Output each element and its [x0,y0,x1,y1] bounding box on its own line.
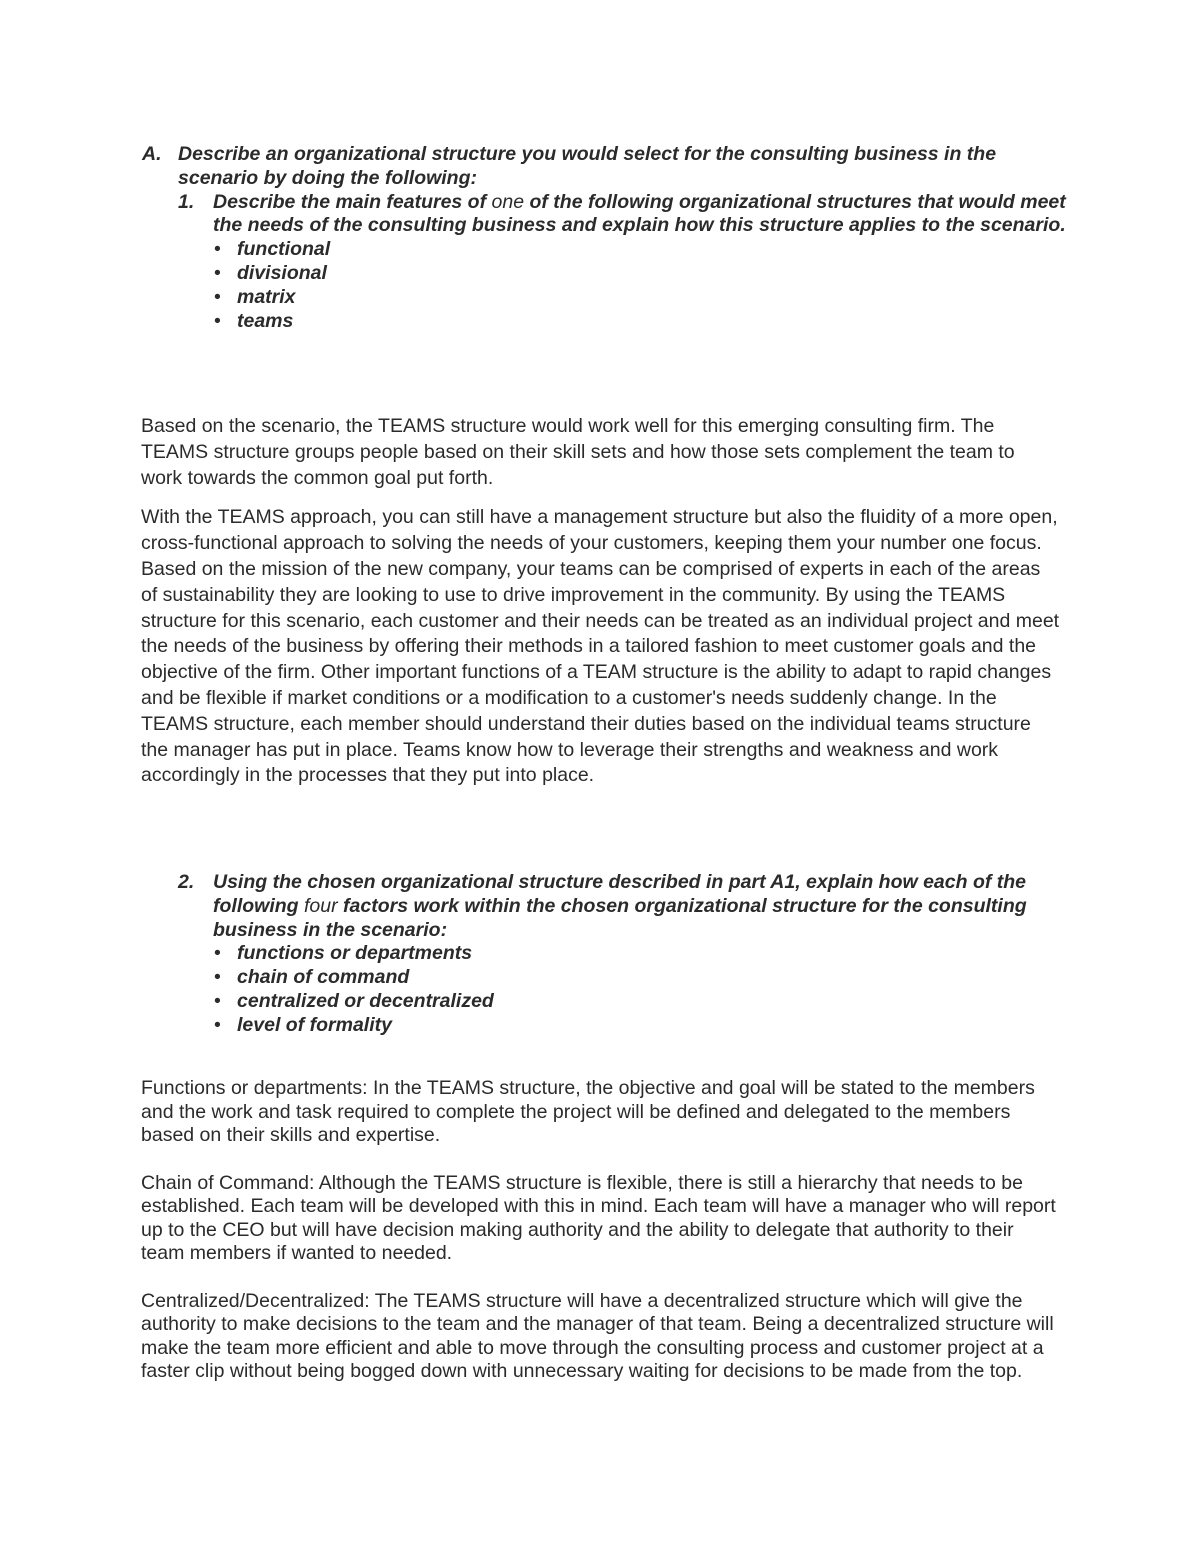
item-1-emphasis: one [491,190,525,213]
option-matrix: • matrix [213,286,1072,310]
item-2-options [213,942,1072,1037]
item-1-marker: 1. [178,190,195,213]
item-1-options [213,238,1072,333]
answer-a1-paragraph: With the TEAMS approach, you can still have a management structure but also the fluidity of a more open, cross-functional approach to solving the needs of your customers, keeping them your number one focus. Based on the mission of the new company, your teams can be comprised of experts in each of the areas of sustainability they are looking to use to drive improvement in the community. By using the TEAMS structure for this scenario, each customer and their needs can be treated as an individual project and meet the needs of the business by offering their methods in a tailored fashion to meet customer goals and the objective of the firm. Other important functions of a TEAM structure is the ability to adapt to rapid changes and be flexible if market conditions or a modification to a customer's needs suddenly change. In the TEAMS structure, each member should understand their duties based on the individual teams structure the manager has put in place. Teams know how to leverage their strengths and weakness and work accordingly in the processes that they put into place. [141,506,1060,787]
item-2-row [142,871,1072,942]
answer-a1-paragraph: Based on the scenario, the TEAMS structure would work well for this emerging consulting firm. The TEAMS structure groups people based on their skill sets and how those sets complement the team to work towards the common goal put forth. [141,415,1015,489]
option-level-of-formality: • level of formality [213,1014,1072,1038]
option-centralized-or-decentralized: • centralized or decentralized [213,990,1072,1014]
item-2-text-after: factors work within the chosen organizational structure for the consulting business in the scenario: [213,894,1027,941]
answer-a2-paragraph: Centralized/Decentralized: The TEAMS structure will have a decentralized structure which will give the authority to make decisions to the team and the manager of that team. Being a decentralized structure will make the team more efficient and able to move through the consulting process and customer project at a faster clip without being bogged down with unnecessary waiting for decisions to be made from the top. [141,1289,1054,1382]
item-2-marker: 2. [178,871,195,893]
option-functions-or-departments: • functions or departments [213,942,1072,966]
option-teams: • teams [213,310,1072,334]
answer-a1 [141,414,1061,789]
section-a-heading-row [142,143,1072,191]
answer-a2 [141,1077,1061,1384]
option-divisional: • divisional [213,262,1072,286]
item-1-row [142,191,1072,239]
item-2-prompt [142,871,1072,1038]
section-a-prompt [142,143,1072,333]
item-1-text-after: of the following organizational structures that would meet the needs of the consulting business and explain how this structure applies to the scenario. [213,190,1066,237]
item-2-emphasis: four [303,894,338,917]
section-a-marker: A. [142,143,162,165]
option-functional: • functional [213,238,1072,262]
option-chain-of-command: • chain of command [213,966,1072,990]
answer-a2-paragraph: Chain of Command: Although the TEAMS structure is flexible, there is still a hierarchy that needs to be established. Each team will be developed with this in mind. Each team will have a manager who will report up to the CEO but will have decision making authority and the ability to delegate that authority to their team members if wanted to needed. [141,1171,1056,1264]
section-a-heading: Describe an organizational structure you would select for the consulting business in the scenario by doing the following: [178,143,997,189]
answer-a2-paragraph: Functions or departments: In the TEAMS structure, the objective and goal will be stated to the members and the work and task required to complete the project will be defined and delegated to the members based on their skills and expertise. [141,1077,1035,1146]
item-1-text-before: Describe the main features of [213,190,487,213]
item-2-text-before: Using the chosen organizational structure described in part A1, explain how each of the following [213,871,1027,917]
